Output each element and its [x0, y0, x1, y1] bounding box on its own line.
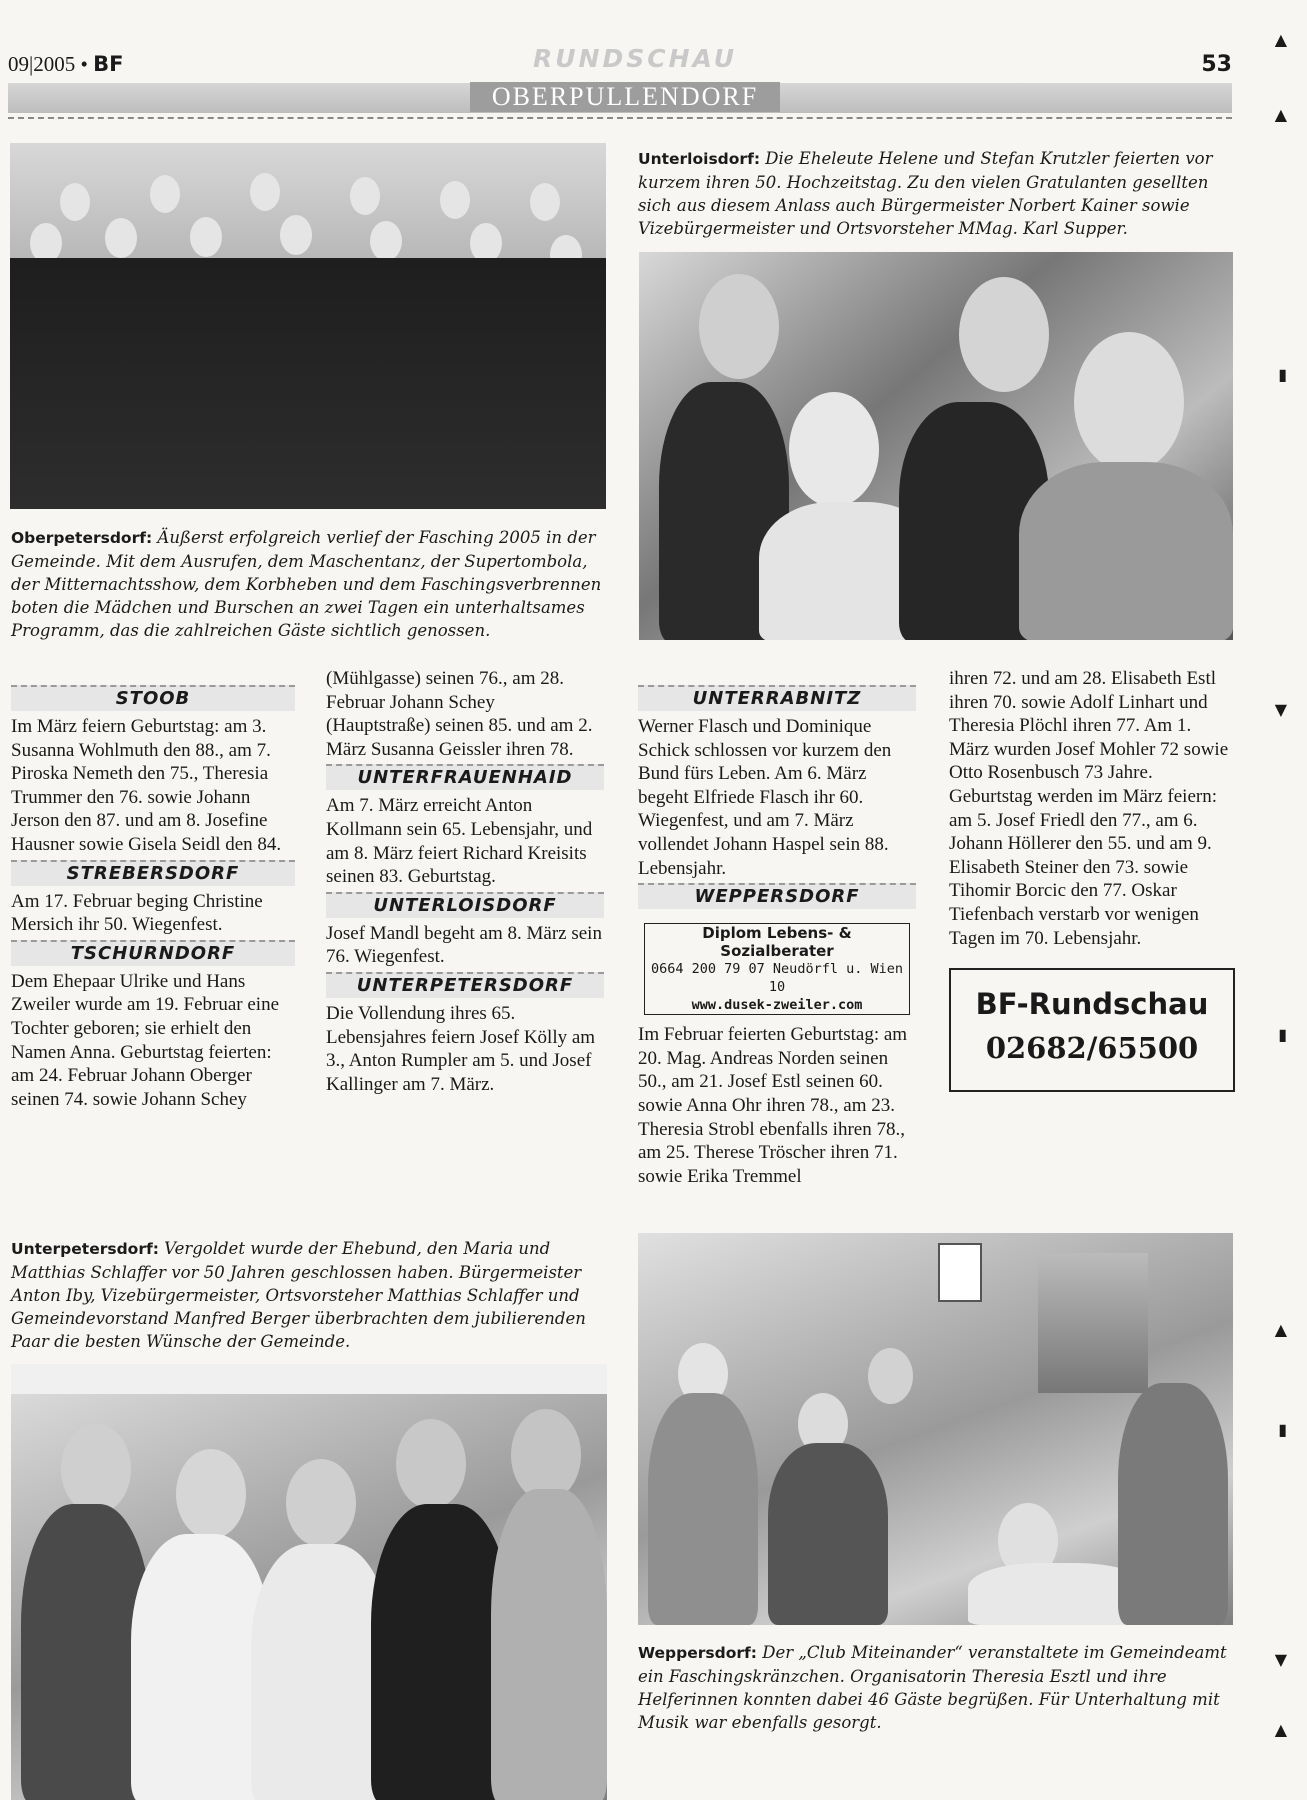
- strebersdorf-heading: STREBERSDORF: [11, 860, 295, 886]
- publication-name: BF: [93, 52, 124, 76]
- masthead: RUNDSCHAU: [532, 44, 738, 73]
- issue-number: 09|2005: [8, 52, 76, 76]
- caption-text: Der „Club Miteinander“ veranstaltete im Gemeindeamt ein Faschingskränzchen. Organisatorin Theresia Esztl und ihre Helferinnen konnten dabei 46 Gäste begrüßen. Für Unterhaltung mit Musik war ebenfalls gesorgt.: [638, 1643, 1227, 1732]
- caption-place: Unterloisdorf:: [638, 150, 761, 168]
- tschurndorf-text: Dem Ehepaar Ulrike und Hans Zweiler wurde am 19. Februar eine Tochter geboren; sie erhielt den Namen Anna. Geburtstag feierten: am 24. Februar Johann Oberger seinen 74. sowie Johann Schey: [11, 970, 280, 1110]
- arrow-marker-icon: ▲: [1274, 1720, 1287, 1739]
- section-title: OBERPULLENDORF: [470, 82, 780, 112]
- column-4: [949, 667, 1235, 1092]
- tschurndorf-continued: (Mühlgasse) seinen 76., am 28. Februar Johann Schey (Hauptstraße) seinen 85. und am 2. März Susanna Geissler ihren 78.: [326, 668, 593, 760]
- column-2: [326, 667, 604, 1096]
- ad-website[interactable]: www.dusek-zweiler.com: [691, 997, 863, 1014]
- column-3: [638, 682, 916, 1188]
- weppersdorf-heading: WEPPERSDORF: [638, 883, 916, 909]
- unterloisdorf-photo: [639, 252, 1233, 640]
- weppersdorf-text: Im Februar feierten Geburtstag: am 20. Mag. Andreas Norden seinen 50., am 21. Josef Estl seinen 60. sowie Anna Ohr ihren 78., am 23. Theresia Strobl ebenfalls ihren 78., am 25. Therese Tröscher ihren 71. sowie Erika Tremmel: [638, 1024, 908, 1187]
- unterloisdorf-caption: [638, 147, 1233, 240]
- ad-title: Diplom Lebens- & Sozialberater: [702, 924, 852, 961]
- unterpetersdorf-heading: UNTERPETERSDORF: [326, 972, 604, 998]
- arrow-marker-icon: ▼: [1274, 700, 1287, 719]
- weppersdorf-continued: ihren 72. und am 28. Elisabeth Estl ihren 70. sowie Adolf Linhart und Theresia Plöchl ihren 77. Am 1. März wurden Josef Mohler 72 sowie Otto Rosenbusch 73 Jahre. Geburtstag werden im März feiern: am 5. Josef Friedl den 77., am 6. Johann Höllerer den 55. und am 9. Elisabeth Steiner den 73. sowie Tihomir Borcic den 77. Oskar Tiefenbach verstarb vor wenigen Tagen im 70. Lebensjahr.: [949, 668, 1229, 949]
- oberpetersdorf-photo: [10, 143, 606, 509]
- unterfrauenhaid-text: Am 7. März erreicht Anton Kollmann sein 65. Lebensjahr, und am 8. März feiert Richard Kreisits seinen 83. Geburtstag.: [326, 795, 593, 888]
- arrow-marker-icon: ▮: [1278, 365, 1287, 384]
- unterpetersdorf-text: Die Vollendung ihres 65. Lebensjahres feiern Josef Kölly am 3., Anton Rumpler am 5. und Josef Kallinger am 7. März.: [326, 1002, 596, 1095]
- promo-box: [949, 968, 1235, 1092]
- weppersdorf-photo: [638, 1233, 1233, 1625]
- caption-text: Die Eheleute Helene und Stefan Krutzler feierten vor kurzem ihren 50. Hochzeitstag. Zu den vielen Gratulanten gesellten sich aus diesem Anlass auch Bürgermeister Norbert Kainer sowie Vizebürgermeister und Ortsvorsteher MMag. Karl Supper.: [638, 149, 1213, 238]
- unterpetersdorf-photo: [11, 1364, 607, 1800]
- bullet: •: [80, 52, 88, 76]
- unterpetersdorf-caption: [11, 1237, 607, 1353]
- stoob-text: Im März feiern Geburtstag: am 3. Susanna Wohlmuth den 88., am 7. Piroska Nemeth den 75., Theresia Trummer den 76. sowie Johann Jerson den 87. und am 8. Josefine Hausner sowie Gisela Seidl den 84.: [11, 716, 282, 855]
- caption-text: Äußerst erfolgreich verlief der Fasching 2005 in der Gemeinde. Mit dem Ausrufen, dem Maschentanz, der Supertombola, der Mitternachtsshow, dem Korbheben und dem Faschingsverbrennen boten die Mädchen und Burschen an zwei Tagen ein unterhaltsames Programm, das die zahlreichen Gäste sichtlich genossen.: [11, 528, 602, 640]
- tschurndorf-heading: TSCHURNDORF: [11, 940, 295, 966]
- caption-place: Unterpetersdorf:: [11, 1240, 159, 1258]
- page-number: 53: [1201, 52, 1232, 77]
- arrow-marker-icon: ▼: [1274, 1650, 1287, 1669]
- advertisement-box: [644, 923, 910, 1015]
- issue-line: [8, 52, 123, 77]
- arrow-marker-icon: ▲: [1274, 105, 1287, 124]
- arrow-marker-icon: ▲: [1274, 30, 1287, 49]
- unterrabnitz-heading: UNTERRABNITZ: [638, 685, 916, 711]
- unterfrauenhaid-heading: UNTERFRAUENHAID: [326, 764, 604, 790]
- column-1: [11, 682, 295, 1111]
- arrow-marker-icon: ▮: [1278, 1420, 1287, 1439]
- unterloisdorf-heading: UNTERLOISDORF: [326, 892, 604, 918]
- arrow-marker-icon: ▮: [1278, 1025, 1287, 1044]
- stoob-heading: STOOB: [11, 685, 295, 711]
- promo-phone: 02682/65500: [985, 1031, 1199, 1066]
- weppersdorf-caption: [638, 1641, 1233, 1734]
- arrow-marker-icon: ▲: [1274, 1320, 1287, 1339]
- caption-text: Vergoldet wurde der Ehebund, den Maria und Matthias Schlaffer vor 50 Jahren geschlossen haben. Bürgermeister Anton Iby, Vizebürgermeister, Ortsvorsteher Matthias Schlaffer und Gemeindevorstand Manfred Berger überbrachten dem jubilierenden Paar die besten Wünsche der Gemeinde.: [11, 1239, 586, 1351]
- caption-place: Oberpetersdorf:: [11, 529, 153, 547]
- caption-place: Weppersdorf:: [638, 1644, 757, 1662]
- header-divider: [8, 117, 1232, 119]
- ad-phone: 0664 200 79 07 Neudörfl u. Wien 10: [651, 961, 903, 996]
- promo-title: BF-Rundschau: [975, 987, 1209, 1022]
- unterloisdorf-text: Josef Mandl begeht am 8. März sein 76. Wiegenfest.: [326, 922, 602, 968]
- oberpetersdorf-caption: [11, 526, 607, 642]
- strebersdorf-text: Am 17. Februar beging Christine Mersich ihr 50. Wiegenfest.: [11, 890, 263, 936]
- unterrabnitz-text: Werner Flasch und Dominique Schick schlossen vor kurzem den Bund fürs Leben. Am 6. März begeht Elfriede Flasch ihr 60. Wiegenfest, und am 7. März vollendet Johann Haspel sein 88. Lebensjahr.: [638, 716, 892, 879]
